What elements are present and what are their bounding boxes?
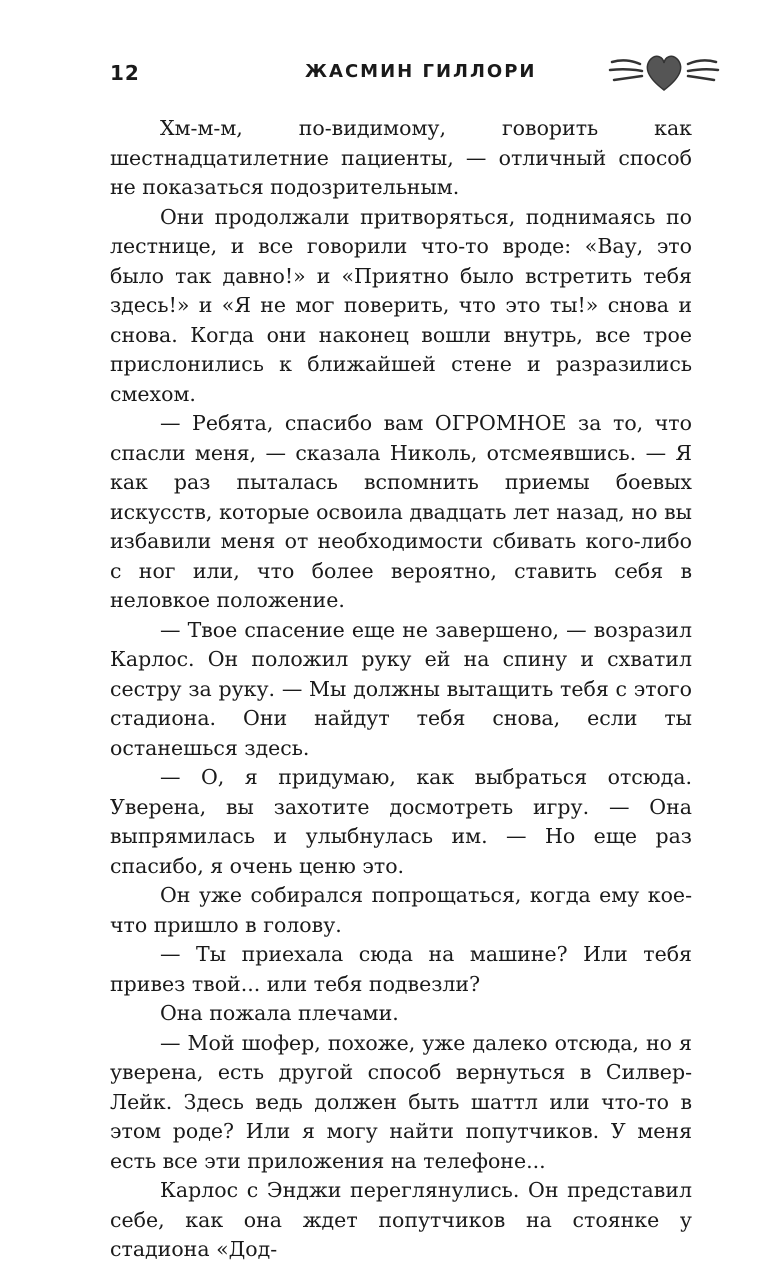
heart-icon [608,50,720,94]
paragraph: — Мой шофер, похоже, уже далеко отсюда, но я уверена, есть другой способ вернуться в Силвер-Лейк. Здесь ведь должен быть шаттл или что-то в этом роде? Или я могу найти попутчиков. У меня есть все эти приложения на телефоне... [110,1030,692,1173]
paragraph: Карлос с Энджи переглянулись. Он представил себе, как она ждет попутчиков на стоянке у стадиона «Дод- [110,1178,692,1261]
page-header [0,0,768,110]
page-body-text [110,114,692,1265]
paragraph: — О, я придумаю, как выбраться отсюда. Уверена, вы захотите досмотреть игру. — Она выпрямилась и улыбнулась им. — Но еще раз спасибо, я очень ценю это. [110,765,692,878]
paragraph: Он уже собирался попрощаться, когда ему кое-что пришло в голову. [110,883,692,937]
running-head-author: ЖАСМИН ГИЛЛОРИ [305,61,537,82]
page-number: 12 [110,61,140,85]
paragraph: Они продолжали притворяться, поднимаясь по лестнице, и все говорили что-то вроде: «Вау, это было так давно!» и «Приятно было встретить тебя здесь!» и «Я не мог поверить, что это ты!» снова и снова. Когда они наконец вошли внутрь, все трое прислонились к ближайшей стене и разразились смехом. [110,204,692,406]
paragraph: — Твое спасение еще не завершено, — возразил Карлос. Он положил руку ей на спину и схватил сестру за руку. — Мы должны вытащить тебя с этого стадиона. Они найдут тебя снова, если ты останешься здесь. [110,617,692,760]
paragraph: — Ребята, спасибо вам ОГРОМНОЕ за то, что спасли меня, — сказала Николь, отсмеявшись. — Я как раз пыталась вспомнить приемы боевых искусств, которые освоила двадцать лет назад, но вы избавили меня от необходимости сбивать кого-либо с ног или, что более вероятно, ставить себя в неловкое положение. [110,411,692,612]
paragraph: — Ты приехала сюда на машине? Или тебя привез твой... или тебя подвезли? [110,942,692,996]
paragraph: Она пожала плечами. [160,1001,399,1025]
paragraph: Хм-м-м, по-видимому, говорить как шестнадцатилетние пациенты, — отличный способ не показаться подозрительным. [110,116,692,199]
